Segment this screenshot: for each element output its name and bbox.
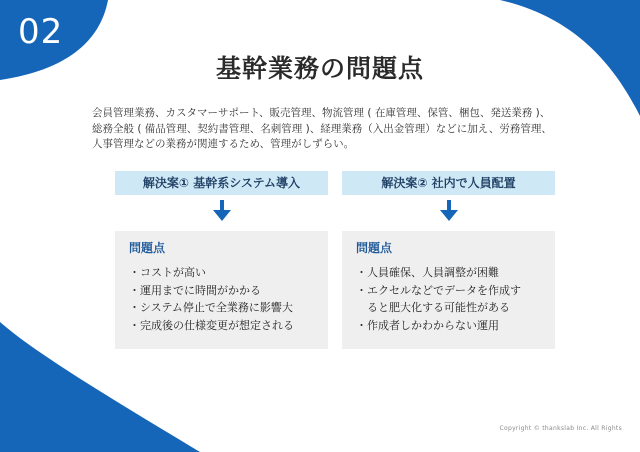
list-item: ・完成後の仕様変更が想定される (129, 318, 294, 332)
solution-2-header: 解決案② 社内で人員配置 (342, 171, 555, 195)
slide-number: 02 (18, 12, 64, 52)
solution-1-problem-box (115, 231, 328, 349)
down-arrow-icon (439, 200, 459, 222)
page-title: 基幹業務の問題点 (215, 54, 424, 83)
intro-line: 人事管理などの業務が関連するため、管理がしずらい。 (92, 138, 355, 150)
problem-list (129, 264, 314, 334)
intro-line: 会員管理業務、カスタマーサポート、販売管理、物流管理 ( 在庫管理、保管、梱包、発送業務 )、 (92, 107, 551, 119)
down-arrow-icon (212, 200, 232, 222)
list-item: ・人員確保、人員調整が困難 (356, 266, 499, 279)
list-item: ・運用までに時間がかかる (129, 283, 261, 297)
problem-heading: 問題点 (129, 241, 166, 255)
list-item: ・コストが高い (129, 266, 206, 279)
intro-paragraph (92, 106, 562, 153)
list-item: ・作成者しかわからない運用 (356, 318, 499, 332)
solution-1-header: 解決案① 基幹系システム導入 (115, 171, 328, 195)
copyright-notice: Copyright © thankslab Inc. All Rights (499, 425, 622, 432)
problem-list (356, 264, 541, 334)
list-item: ると肥大化する可能性がある (356, 301, 510, 314)
problem-heading: 問題点 (356, 241, 393, 255)
list-item: ・エクセルなどでデータを作成す (356, 283, 521, 297)
intro-line: 総務全般 ( 備品管理、契約書管理、名刺管理 )、経理業務（入出金管理）などに加え、労務管理、 (92, 122, 552, 135)
solution-2-problem-box (342, 231, 555, 349)
list-item: ・システム停止で全業務に影響大 (129, 301, 293, 314)
